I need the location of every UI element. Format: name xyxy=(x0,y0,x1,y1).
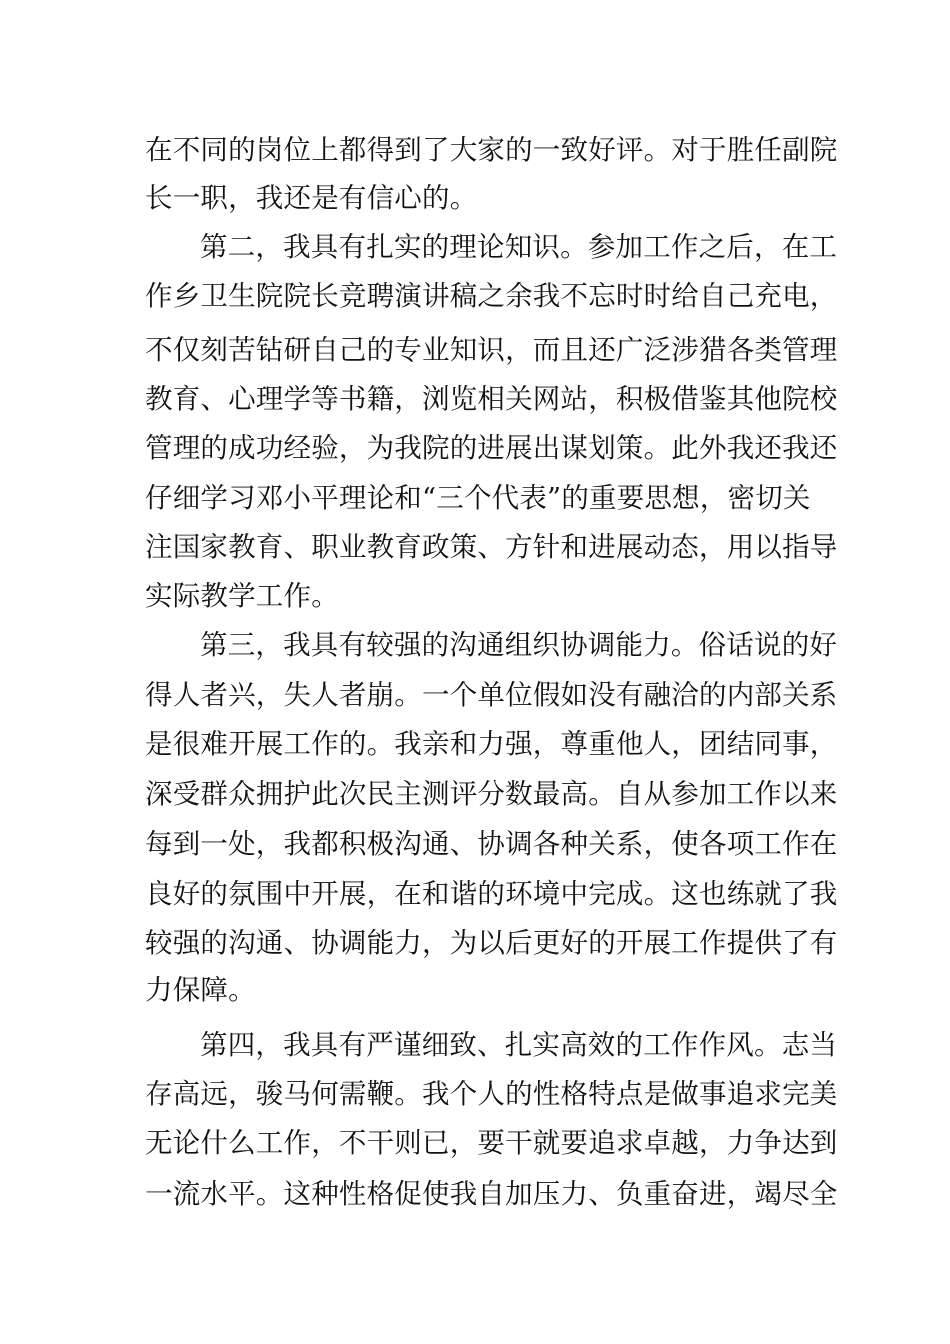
text-line: 存高远，骏马何需鞭。我个人的性格特点是做事追求完美 xyxy=(145,1078,838,1110)
text-line: 较强的沟通、协调能力，为以后更好的开展工作提供了有 xyxy=(145,927,838,959)
text-line: 得人者兴，失人者崩。一个单位假如没有融洽的内部关系 xyxy=(145,679,838,711)
text-line: 力保障。 xyxy=(145,974,256,1006)
text-line: 不仅刻苦钻研自己的专业知识，而且还广泛涉猎各类管理 xyxy=(145,334,838,366)
text-line: 无论什么工作，不干则已，要干就要追求卓越，力争达到 xyxy=(145,1127,838,1159)
text-line: 是很难开展工作的。我亲和力强，尊重他人，团结同事， xyxy=(145,728,838,760)
paragraph-start-line: 第二，我具有扎实的理论知识。参加工作之后，在工 xyxy=(200,231,838,263)
text-line: 长一职，我还是有信心的。 xyxy=(145,182,478,214)
text-line: 深受群众拥护此次民主测评分数最高。自从参加工作以来 xyxy=(145,778,838,810)
text-line: 作乡卫生院院长竞聘演讲稿之余我不忘时时给自己充电， xyxy=(145,280,838,312)
text-line: 管理的成功经验，为我院的进展出谋划策。此外我还我还 xyxy=(145,432,838,464)
text-line: 实际教学工作。 xyxy=(145,580,339,612)
text-line: 一流水平。这种性格促使我自加压力、负重奋进，竭尽全 xyxy=(145,1178,838,1210)
text-line: 仔细学习邓小平理论和“三个代表”的重要思想，密切关 xyxy=(145,482,811,514)
text-line: 良好的氛围中开展，在和谐的环境中完成。这也练就了我 xyxy=(145,878,838,910)
text-line: 注国家教育、职业教育政策、方针和进展动态，用以指导 xyxy=(145,531,838,563)
text-line: 在不同的岗位上都得到了大家的一致好评。对于胜任副院 xyxy=(145,134,838,166)
paragraph-start-line: 第三，我具有较强的沟通组织协调能力。俗话说的好 xyxy=(200,629,838,661)
text-line: 教育、心理学等书籍，浏览相关网站，积极借鉴其他院校 xyxy=(145,383,838,415)
paragraph-start-line: 第四，我具有严谨细致、扎实高效的工作作风。志当 xyxy=(200,1029,838,1061)
text-line: 每到一处，我都积极沟通、协调各种关系，使各项工作在 xyxy=(145,828,838,860)
